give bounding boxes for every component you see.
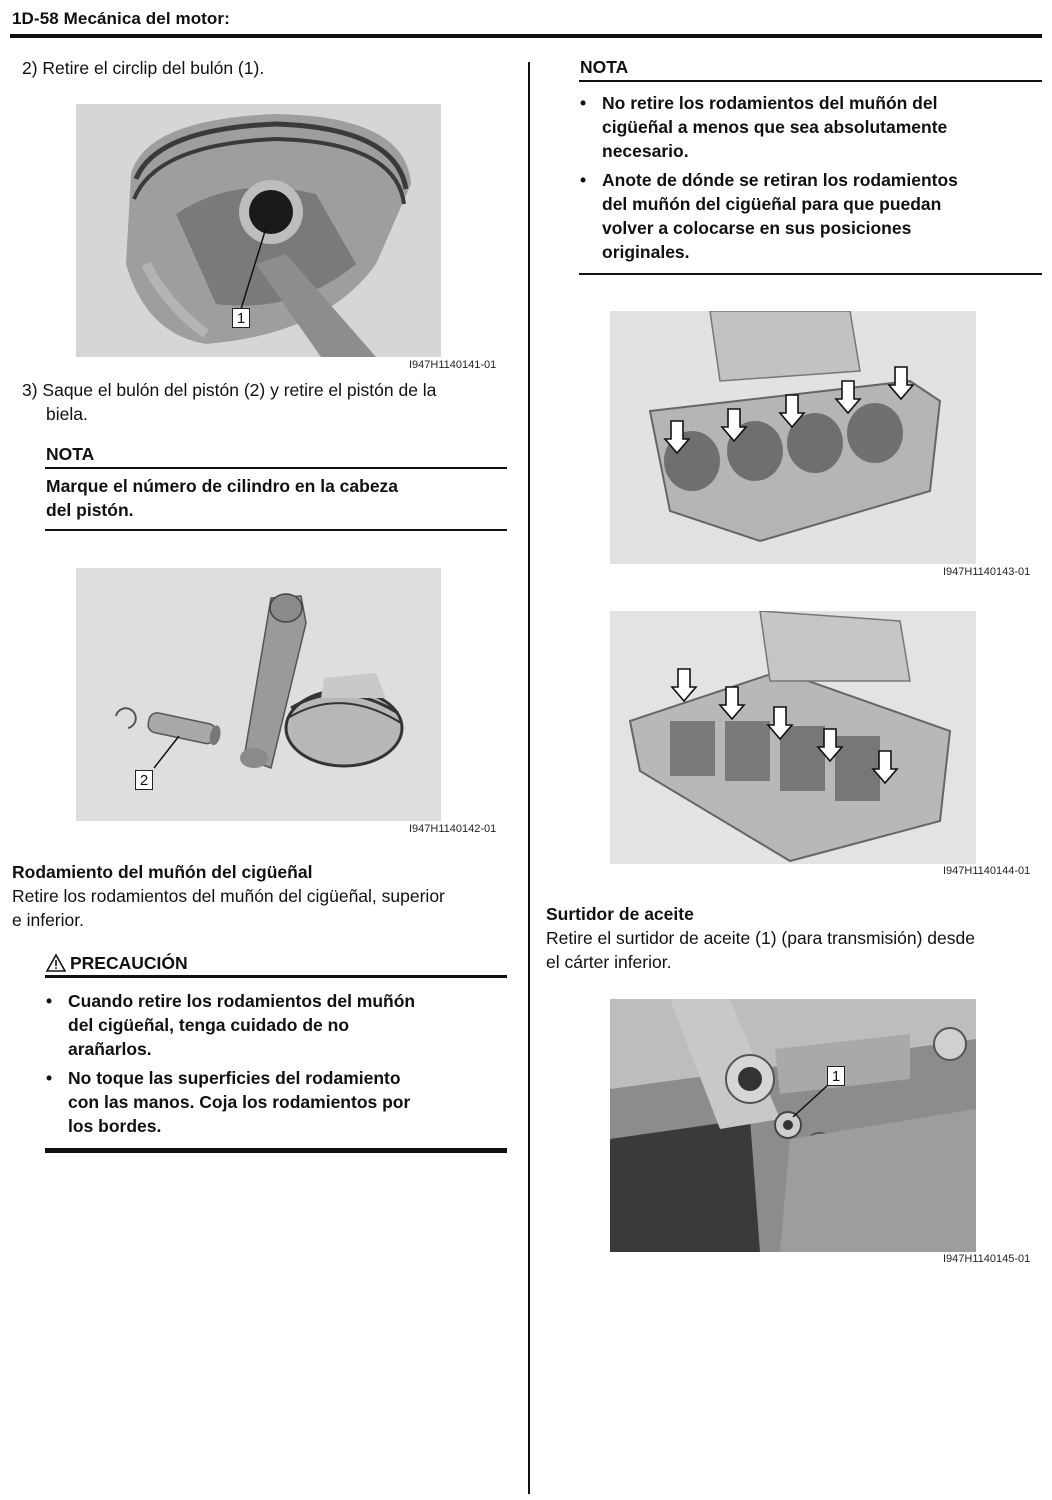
note-bottom-rule — [45, 529, 507, 531]
note-list — [580, 91, 1040, 269]
image-code: I947H1140143-01 — [943, 566, 1031, 578]
crankcase-lower-photo — [610, 611, 976, 864]
section-text-line2: el cárter inferior. — [546, 952, 672, 972]
column-divider — [528, 62, 530, 1494]
crankcase-upper-photo — [610, 311, 976, 564]
note-item: • Anote de dónde se retiran los rodamientos del muñón del cigüeñal para que puedan volver a colocarse en sus posiciones originales. — [580, 168, 1040, 264]
note-text-line2: del pistón. — [46, 500, 134, 520]
oil-jet-photo — [610, 999, 976, 1252]
section-text-line1: Retire el surtidor de aceite (1) (para transmisión) desde — [546, 928, 975, 948]
section-text-line2: e inferior. — [12, 910, 84, 930]
image-code: I947H1140145-01 — [943, 1253, 1031, 1265]
callout-2: 2 — [135, 770, 153, 790]
section-heading: Rodamiento del muñón del cigüeñal — [12, 862, 313, 882]
image-code: I947H1140142-01 — [409, 823, 497, 835]
callout-1: 1 — [827, 1066, 845, 1086]
caution-item: • No toque las superficies del rodamiento con las manos. Coja los rodamientos por los bordes. — [46, 1066, 506, 1138]
image-code: I947H1140141-01 — [409, 359, 497, 371]
section-heading: Surtidor de aceite — [546, 904, 694, 924]
note-bottom-rule — [579, 273, 1042, 275]
piston-pin-photo — [76, 568, 441, 821]
step-3-text-line1: 3) Saque el bulón del pistón (2) y retire el pistón de la — [22, 380, 437, 400]
image-code: I947H1140144-01 — [943, 865, 1031, 877]
step-2-text: 2) Retire el circlip del bulón (1). — [22, 58, 265, 78]
note-title: NOTA — [46, 444, 95, 464]
note-text-line1: Marque el número de cilindro en la cabeza — [46, 476, 399, 496]
caution-top-rule — [45, 975, 507, 978]
note-top-rule — [45, 467, 507, 469]
warning-triangle-icon — [46, 953, 66, 973]
caution-list — [46, 989, 506, 1143]
page-header-title: 1D-58 Mecánica del motor: — [12, 9, 230, 28]
caution-item: • Cuando retire los rodamientos del muñón del cigüeñal, tenga cuidado de no arañarlos. — [46, 989, 506, 1061]
caution-title: PRECAUCIÓN — [70, 953, 188, 973]
caution-bottom-rule — [45, 1148, 507, 1153]
note-item: • No retire los rodamientos del muñón del cigüeñal a menos que sea absolutamente necesario. — [580, 91, 1040, 163]
callout-1: 1 — [232, 308, 250, 328]
section-text-line1: Retire los rodamientos del muñón del cigüeñal, superior — [12, 886, 445, 906]
caution-header — [46, 951, 188, 975]
piston-circlip-photo — [76, 104, 441, 357]
note-top-rule — [579, 80, 1042, 82]
header-rule — [10, 34, 1042, 38]
step-3-text-line2: biela. — [46, 404, 88, 424]
note-title: NOTA — [580, 57, 629, 77]
